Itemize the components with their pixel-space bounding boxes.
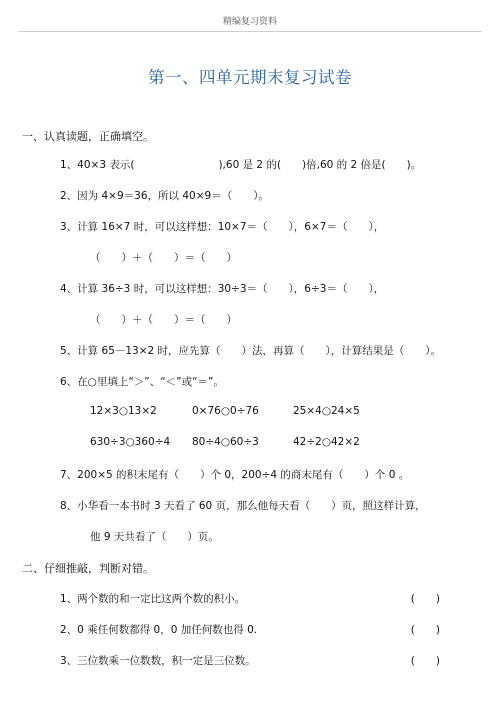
question-5: 5、计算 65－13×2 时，应先算（ ）法，再算（ ），计算结果是（ ）。 <box>60 345 442 357</box>
compare-item: 80÷4○60÷3 <box>192 436 259 448</box>
question-8-continuation: 他 9 天共看了（ ）页。 <box>90 531 219 543</box>
exam-title: 第一、四单元期末复习试卷 <box>148 68 352 87</box>
compare-item: 25×4○24×5 <box>293 405 360 417</box>
question-4: 4、计算 36÷3 时，可以这样想：30÷3＝（ ），6÷3＝（ ）， <box>60 283 385 295</box>
compare-item: 42÷2○42×2 <box>293 436 360 448</box>
header-divider <box>18 31 482 32</box>
question-3: 3、计算 16×7 时，可以这样想：10×7＝（ ），6×7＝（ ）， <box>60 221 385 233</box>
judge-item-2: 2、0 乘任何数都得 0，0 加任何数也得 0. <box>60 624 258 636</box>
compare-item: 630÷3○360÷4 <box>90 436 171 448</box>
compare-item: 0×76○0÷76 <box>192 405 259 417</box>
judge-item-1: 1、两个数的和一定比这两个数的积小。 <box>60 593 246 605</box>
question-6: 6、在○里填上“＞”、“＜”或“＝”。 <box>60 376 224 388</box>
question-1: 1、40×3 表示( ),60 是 2 的( )倍,60 的 2 倍是( )。 <box>60 159 422 171</box>
judge-item-3: 3、三位数乘一位数数，积一定是三位数。 <box>60 655 256 667</box>
section-heading-2: 二、仔细推敲，判断对错。 <box>22 562 154 575</box>
question-4-continuation: （ ）＋（ ）＝（ ） <box>90 314 237 326</box>
question-3-continuation: （ ）＋（ ）＝（ ） <box>90 252 237 264</box>
compare-item: 12×3○13×2 <box>90 405 157 417</box>
answer-blank: ( ) <box>410 624 440 636</box>
section-heading-1: 一、认真读题，正确填空。 <box>22 130 154 143</box>
answer-blank: ( ) <box>410 593 440 605</box>
answer-blank: ( ) <box>410 655 440 667</box>
page-header: 精编复习资料 <box>222 17 277 27</box>
question-7: 7、200×5 的积末尾有（ ）个 0，200÷4 的商末尾有（ ）个 0 。 <box>60 469 410 481</box>
question-8: 8、小华看一本书时 3 天看了 60 页，那么他每天看（ ）页，照这样计算， <box>60 500 426 512</box>
question-2: 2、因为 4×9＝36，所以 40×9＝（ ）。 <box>60 190 269 202</box>
